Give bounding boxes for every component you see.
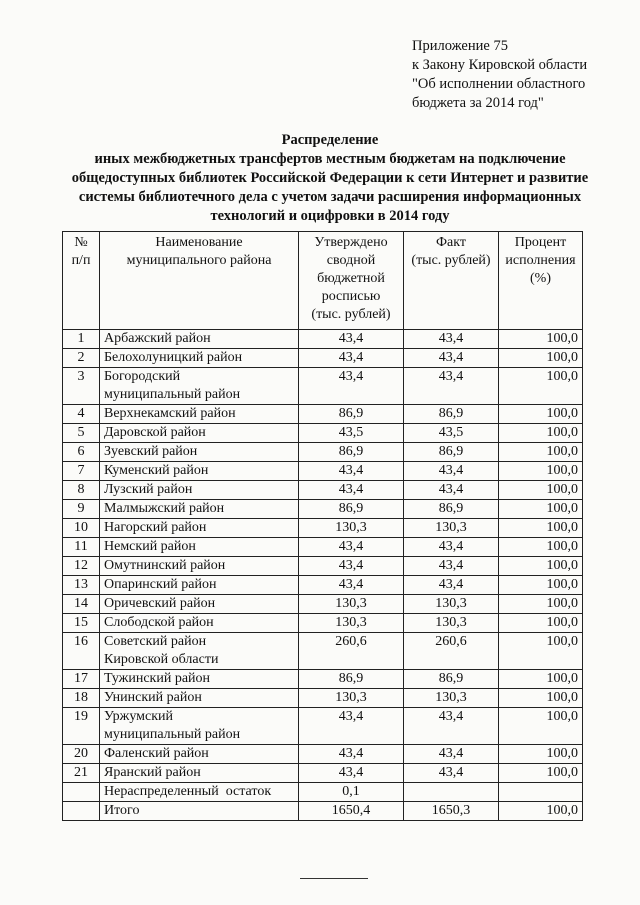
appendix-line: к Закону Кировской области xyxy=(412,57,588,73)
district-name-line: Арбажский район xyxy=(104,331,211,346)
table-row xyxy=(63,500,583,519)
table-row xyxy=(63,745,583,764)
title-line: иных межбюджетных трансфертов местным бюджетам на подключение xyxy=(94,151,566,167)
district-name-line: Слободской район xyxy=(104,615,214,630)
approved-value: 43,4 xyxy=(299,538,404,557)
district-name xyxy=(100,745,299,764)
table-row xyxy=(63,783,583,802)
percent-value: 100,0 xyxy=(499,633,583,670)
fact-value: 43,4 xyxy=(404,538,499,557)
row-number xyxy=(63,783,100,802)
approved-value: 43,4 xyxy=(299,576,404,595)
district-name xyxy=(100,576,299,595)
district-name xyxy=(100,481,299,500)
district-name-line: Нагорский район xyxy=(104,520,207,535)
fact-value: 43,4 xyxy=(404,557,499,576)
district-name-line: Белохолуницкий район xyxy=(104,350,243,365)
appendix-line: Приложение 75 xyxy=(412,38,508,54)
district-name xyxy=(100,462,299,481)
table-row xyxy=(63,481,583,500)
district-name xyxy=(100,614,299,633)
table-row xyxy=(63,689,583,708)
row-number: 11 xyxy=(63,538,100,557)
table-row xyxy=(63,443,583,462)
district-name xyxy=(100,368,299,405)
fact-value: 86,9 xyxy=(404,500,499,519)
fact-value: 43,4 xyxy=(404,330,499,349)
percent-value: 100,0 xyxy=(499,368,583,405)
row-number: 8 xyxy=(63,481,100,500)
fact-value: 43,4 xyxy=(404,368,499,405)
district-name-line: муниципальный район xyxy=(104,727,241,742)
fact-value: 43,4 xyxy=(404,349,499,368)
percent-value: 100,0 xyxy=(499,538,583,557)
fact-value: 43,4 xyxy=(404,481,499,500)
percent-value: 100,0 xyxy=(499,557,583,576)
approved-value: 86,9 xyxy=(299,670,404,689)
header-text: п/п xyxy=(71,253,91,268)
row-number: 7 xyxy=(63,462,100,481)
header-text: № xyxy=(74,235,88,250)
district-name-line: Омутнинский район xyxy=(104,558,226,573)
percent-value: 100,0 xyxy=(499,500,583,519)
row-number: 12 xyxy=(63,557,100,576)
percent-value: 100,0 xyxy=(499,462,583,481)
fact-value: 260,6 xyxy=(404,633,499,670)
title-line: системы библиотечного дела с учетом задачи расширения информационных xyxy=(78,189,582,205)
approved-value: 130,3 xyxy=(299,689,404,708)
district-name-line: Тужинский район xyxy=(104,671,211,686)
row-number: 3 xyxy=(63,368,100,405)
row-number: 18 xyxy=(63,689,100,708)
district-name xyxy=(100,689,299,708)
fact-value: 43,4 xyxy=(404,576,499,595)
approved-value: 43,4 xyxy=(299,462,404,481)
approved-value: 86,9 xyxy=(299,405,404,424)
table-row xyxy=(63,405,583,424)
header-text: (тыс. рублей) xyxy=(311,307,391,322)
district-name xyxy=(100,349,299,368)
district-name-line: Уржумский xyxy=(104,709,174,724)
percent-value: 100,0 xyxy=(499,708,583,745)
percent-value: 100,0 xyxy=(499,481,583,500)
table-body xyxy=(63,330,583,821)
district-name xyxy=(100,633,299,670)
approved-value: 0,1 xyxy=(299,783,404,802)
table-row xyxy=(63,614,583,633)
percent-value: 100,0 xyxy=(499,519,583,538)
row-number: 14 xyxy=(63,595,100,614)
percent-value: 100,0 xyxy=(499,443,583,462)
fact-value: 86,9 xyxy=(404,443,499,462)
header-num xyxy=(63,232,100,330)
percent-value: 100,0 xyxy=(499,424,583,443)
approved-value: 43,4 xyxy=(299,330,404,349)
row-number: 17 xyxy=(63,670,100,689)
header-text: муниципального района xyxy=(126,253,272,268)
approved-value: 43,4 xyxy=(299,368,404,405)
percent-value: 100,0 xyxy=(499,614,583,633)
district-name xyxy=(100,424,299,443)
header-percent xyxy=(499,232,583,330)
table-row xyxy=(63,368,583,405)
appendix-note xyxy=(412,37,587,113)
percent-value: 100,0 xyxy=(499,670,583,689)
header-fact xyxy=(404,232,499,330)
row-number: 6 xyxy=(63,443,100,462)
table-row xyxy=(63,708,583,745)
percent-value: 100,0 xyxy=(499,764,583,783)
table-row xyxy=(63,538,583,557)
row-number: 21 xyxy=(63,764,100,783)
approved-value: 86,9 xyxy=(299,443,404,462)
approved-value: 43,4 xyxy=(299,708,404,745)
title-line: технологий и оцифровки в 2014 году xyxy=(210,208,450,224)
header-text: (%) xyxy=(530,271,551,286)
district-name xyxy=(100,802,299,821)
row-number: 4 xyxy=(63,405,100,424)
row-number: 20 xyxy=(63,745,100,764)
row-number: 10 xyxy=(63,519,100,538)
district-name-line: Нераспределенный остаток xyxy=(104,784,272,799)
table-row xyxy=(63,633,583,670)
approved-value: 43,5 xyxy=(299,424,404,443)
fact-value: 86,9 xyxy=(404,670,499,689)
table-row xyxy=(63,576,583,595)
district-name-line: Лузский район xyxy=(104,482,193,497)
title-line: Распределение xyxy=(281,132,379,148)
header-text: сводной xyxy=(326,253,376,268)
row-number: 19 xyxy=(63,708,100,745)
row-number: 5 xyxy=(63,424,100,443)
header-text: Процент xyxy=(514,235,567,250)
row-number: 2 xyxy=(63,349,100,368)
approved-value: 43,4 xyxy=(299,481,404,500)
district-name-line: Зуевский район xyxy=(104,444,198,459)
row-number: 1 xyxy=(63,330,100,349)
document-title xyxy=(50,131,610,226)
table-row xyxy=(63,519,583,538)
approved-value: 130,3 xyxy=(299,519,404,538)
district-name-line: Опаринский район xyxy=(104,577,217,592)
fact-value: 130,3 xyxy=(404,519,499,538)
percent-value: 100,0 xyxy=(499,595,583,614)
percent-value: 100,0 xyxy=(499,576,583,595)
fact-value: 43,4 xyxy=(404,764,499,783)
appendix-line: "Об исполнении областного xyxy=(412,76,586,92)
district-name-line: Итого xyxy=(104,803,140,818)
approved-value: 130,3 xyxy=(299,595,404,614)
fact-value: 43,4 xyxy=(404,708,499,745)
district-name-line: Фаленский район xyxy=(104,746,209,761)
table-row xyxy=(63,670,583,689)
district-name xyxy=(100,708,299,745)
fact-value: 43,4 xyxy=(404,462,499,481)
district-name-line: Малмыжский район xyxy=(104,501,225,516)
district-name-line: Кировской области xyxy=(104,652,219,667)
approved-value: 43,4 xyxy=(299,349,404,368)
fact-value: 1650,3 xyxy=(404,802,499,821)
table-row xyxy=(63,349,583,368)
district-name-line: Даровской район xyxy=(104,425,206,440)
header-approved xyxy=(299,232,404,330)
percent-value: 100,0 xyxy=(499,745,583,764)
header-text: исполнения xyxy=(505,253,576,268)
header-name xyxy=(100,232,299,330)
district-name-line: Оричевский район xyxy=(104,596,216,611)
district-name-line: Куменский район xyxy=(104,463,209,478)
district-name xyxy=(100,330,299,349)
district-name-line: Яранский район xyxy=(104,765,201,780)
title-line: общедоступных библиотек Российской Федерации к сети Интернет и развитие xyxy=(71,170,589,186)
district-name xyxy=(100,405,299,424)
percent-value: 100,0 xyxy=(499,349,583,368)
district-name xyxy=(100,500,299,519)
district-name xyxy=(100,443,299,462)
table-row xyxy=(63,557,583,576)
district-name xyxy=(100,670,299,689)
district-name-line: Советский район xyxy=(104,634,207,649)
table-row xyxy=(63,802,583,821)
approved-value: 86,9 xyxy=(299,500,404,519)
approved-value: 130,3 xyxy=(299,614,404,633)
percent-value: 100,0 xyxy=(499,802,583,821)
district-name-line: Немский район xyxy=(104,539,196,554)
table-row xyxy=(63,330,583,349)
table-row xyxy=(63,462,583,481)
district-name xyxy=(100,764,299,783)
header-text: росписью xyxy=(321,289,381,304)
district-name xyxy=(100,595,299,614)
approved-value: 43,4 xyxy=(299,745,404,764)
approved-value: 1650,4 xyxy=(299,802,404,821)
percent-value: 100,0 xyxy=(499,405,583,424)
table-row xyxy=(63,595,583,614)
distribution-table xyxy=(62,231,583,821)
row-number: 15 xyxy=(63,614,100,633)
row-number: 9 xyxy=(63,500,100,519)
header-text: Факт xyxy=(435,235,466,250)
footer-rule xyxy=(300,878,368,879)
percent-value: 100,0 xyxy=(499,330,583,349)
row-number: 13 xyxy=(63,576,100,595)
approved-value: 43,4 xyxy=(299,764,404,783)
district-name xyxy=(100,783,299,802)
appendix-line: бюджета за 2014 год" xyxy=(412,95,544,111)
district-name-line: Унинский район xyxy=(104,690,202,705)
fact-value: 43,5 xyxy=(404,424,499,443)
header-text: бюджетной xyxy=(317,271,385,286)
fact-value xyxy=(404,783,499,802)
fact-value: 130,3 xyxy=(404,595,499,614)
district-name xyxy=(100,519,299,538)
district-name-line: Верхнекамский район xyxy=(104,406,236,421)
fact-value: 130,3 xyxy=(404,689,499,708)
table-header-row xyxy=(63,232,583,330)
approved-value: 43,4 xyxy=(299,557,404,576)
header-text: (тыс. рублей) xyxy=(411,253,491,268)
approved-value: 260,6 xyxy=(299,633,404,670)
percent-value xyxy=(499,783,583,802)
row-number xyxy=(63,802,100,821)
fact-value: 130,3 xyxy=(404,614,499,633)
district-name-line: Богородский xyxy=(104,369,181,384)
row-number: 16 xyxy=(63,633,100,670)
percent-value: 100,0 xyxy=(499,689,583,708)
district-name xyxy=(100,538,299,557)
fact-value: 86,9 xyxy=(404,405,499,424)
district-name-line: муниципальный район xyxy=(104,387,241,402)
district-name xyxy=(100,557,299,576)
table-row xyxy=(63,424,583,443)
header-text: Наименование xyxy=(155,235,243,250)
header-text: Утверждено xyxy=(314,235,388,250)
fact-value: 43,4 xyxy=(404,745,499,764)
table-row xyxy=(63,764,583,783)
